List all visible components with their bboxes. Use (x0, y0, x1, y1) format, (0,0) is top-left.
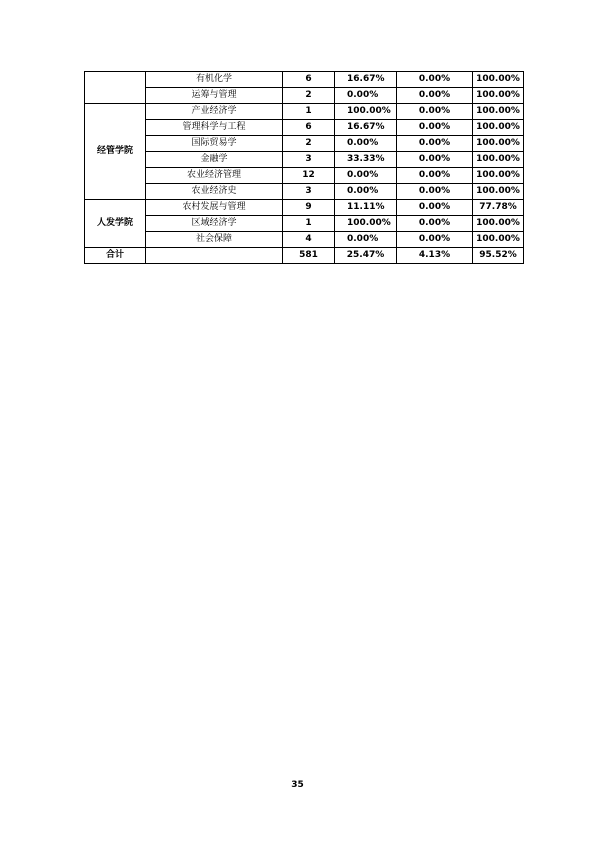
total-count: 581 (283, 248, 335, 264)
total-label: 合计 (85, 248, 146, 264)
percent-cell-3: 100.00% (473, 152, 524, 168)
college-cell: 人发学院 (85, 200, 146, 248)
percent-cell-1: 0.00% (335, 232, 397, 248)
percent-cell-3: 100.00% (473, 168, 524, 184)
percent-cell-3: 100.00% (473, 232, 524, 248)
percent-cell-3: 100.00% (473, 88, 524, 104)
major-cell: 国际贸易学 (146, 136, 283, 152)
count-cell: 3 (283, 184, 335, 200)
percent-cell-2: 0.00% (397, 216, 473, 232)
percent-cell-3: 100.00% (473, 72, 524, 88)
percent-cell-2: 0.00% (397, 152, 473, 168)
percent-cell-3: 100.00% (473, 184, 524, 200)
percent-cell-1: 0.00% (335, 136, 397, 152)
percent-cell-3: 100.00% (473, 216, 524, 232)
table-row (85, 104, 524, 120)
percent-cell-1: 100.00% (335, 104, 397, 120)
count-cell: 1 (283, 104, 335, 120)
major-cell: 管理科学与工程 (146, 120, 283, 136)
major-cell: 农村发展与管理 (146, 200, 283, 216)
table-row (85, 216, 524, 232)
percent-cell-2: 0.00% (397, 120, 473, 136)
major-cell: 社会保障 (146, 232, 283, 248)
percent-cell-1: 0.00% (335, 184, 397, 200)
percent-cell-1: 33.33% (335, 152, 397, 168)
total-percent-3: 95.52% (473, 248, 524, 264)
major-cell: 农业经济管理 (146, 168, 283, 184)
count-cell: 1 (283, 216, 335, 232)
college-cell (85, 72, 146, 104)
table-row (85, 136, 524, 152)
total-percent-2: 4.13% (397, 248, 473, 264)
count-cell: 3 (283, 152, 335, 168)
count-cell: 2 (283, 136, 335, 152)
table-row (85, 184, 524, 200)
percent-cell-2: 0.00% (397, 168, 473, 184)
table-row (85, 72, 524, 88)
percent-cell-1: 16.67% (335, 120, 397, 136)
percent-cell-3: 100.00% (473, 104, 524, 120)
major-cell: 运筹与管理 (146, 88, 283, 104)
table-row (85, 152, 524, 168)
percent-cell-2: 0.00% (397, 72, 473, 88)
major-cell: 产业经济学 (146, 104, 283, 120)
count-cell: 2 (283, 88, 335, 104)
percent-cell-3: 100.00% (473, 120, 524, 136)
percent-cell-1: 11.11% (335, 200, 397, 216)
table-row (85, 232, 524, 248)
table-row (85, 88, 524, 104)
percent-cell-2: 0.00% (397, 136, 473, 152)
page-number: 35 (291, 780, 304, 790)
count-cell: 12 (283, 168, 335, 184)
major-cell: 金融学 (146, 152, 283, 168)
count-cell: 9 (283, 200, 335, 216)
percent-cell-2: 0.00% (397, 200, 473, 216)
percent-cell-1: 100.00% (335, 216, 397, 232)
count-cell: 6 (283, 120, 335, 136)
table-row (85, 200, 524, 216)
count-cell: 4 (283, 232, 335, 248)
percent-cell-1: 16.67% (335, 72, 397, 88)
total-row (85, 248, 524, 264)
statistics-table (84, 71, 524, 264)
percent-cell-2: 0.00% (397, 88, 473, 104)
college-cell: 经管学院 (85, 104, 146, 200)
count-cell: 6 (283, 72, 335, 88)
percent-cell-3: 100.00% (473, 136, 524, 152)
total-major-cell (146, 248, 283, 264)
major-cell: 区域经济学 (146, 216, 283, 232)
percent-cell-2: 0.00% (397, 104, 473, 120)
percent-cell-2: 0.00% (397, 184, 473, 200)
total-percent-1: 25.47% (335, 248, 397, 264)
table-row (85, 168, 524, 184)
table-row (85, 120, 524, 136)
percent-cell-2: 0.00% (397, 232, 473, 248)
percent-cell-1: 0.00% (335, 168, 397, 184)
percent-cell-3: 77.78% (473, 200, 524, 216)
major-cell: 有机化学 (146, 72, 283, 88)
percent-cell-1: 0.00% (335, 88, 397, 104)
major-cell: 农业经济史 (146, 184, 283, 200)
